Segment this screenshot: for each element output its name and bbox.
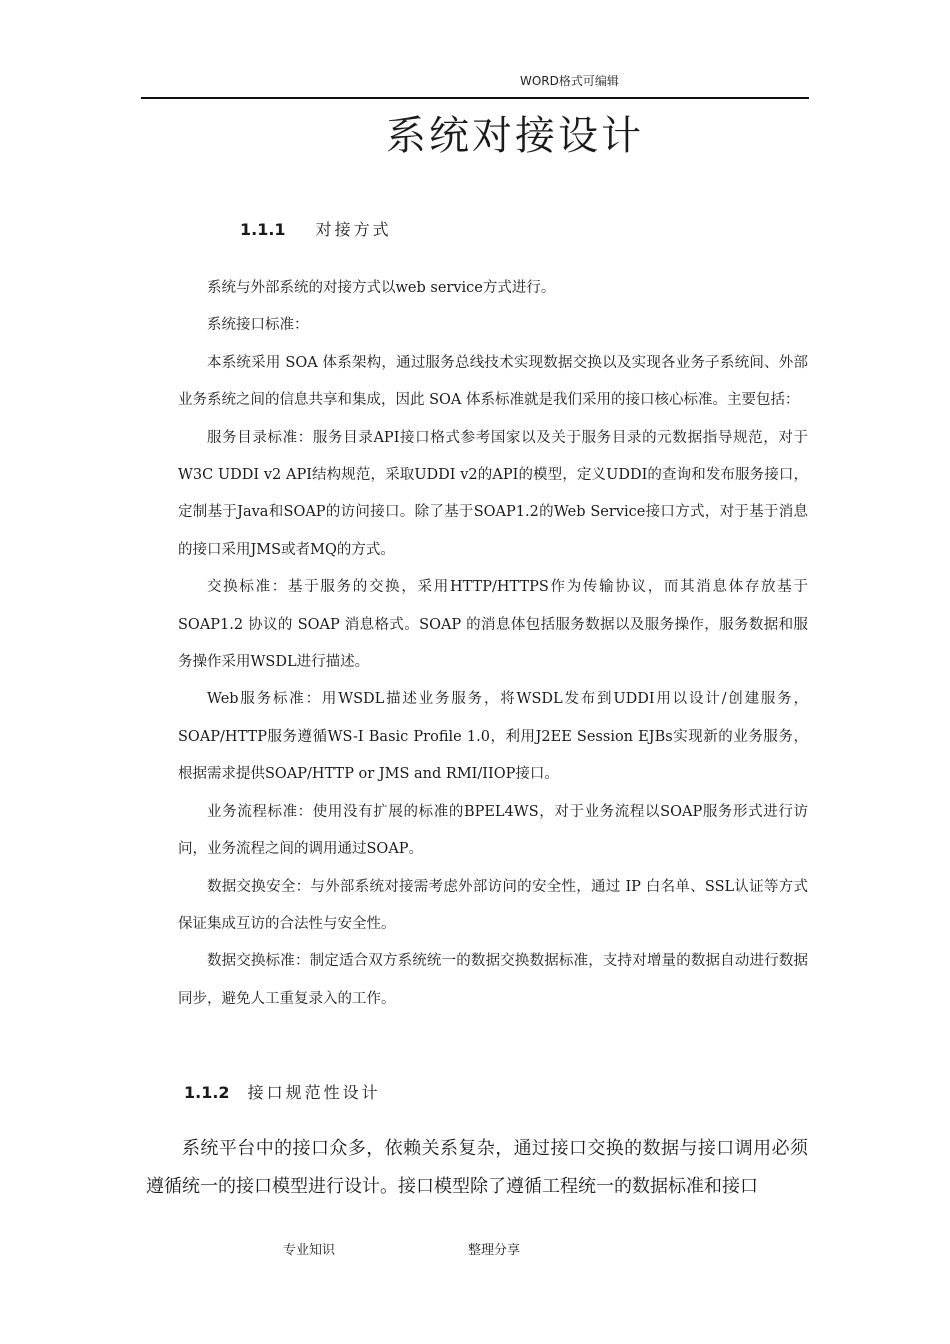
section-number: 1.1.2 — [184, 1083, 230, 1102]
section-title: 接口规范性设计 — [247, 1083, 381, 1102]
document-title: 系统对接设计 — [386, 113, 644, 159]
section-1-body — [178, 270, 808, 1018]
section-2-paragraph: 系统平台中的接口众多，依赖关系复杂，通过接口交换的数据与接口调用必须遵循统一的接口模型进行设计。接口模型除了遵循工程统一的数据标准和接口 — [146, 1138, 808, 1197]
paragraph: 数据交换安全：与外部系统对接需考虑外部访问的安全性，通过 IP 白名单、SSL认证等方式保证集成互访的合法性与安全性。 — [178, 878, 808, 932]
section-title: 对接方式 — [315, 220, 392, 239]
paragraph: 交换标准：基于服务的交换，采用HTTP/HTTPS作为传输协议，而其消息体存放基于 SOAP1.2 协议的 SOAP 消息格式。SOAP 的消息体包括服务数据以及服务操作，服务数据和服务操作采用WSDL进行描述。 — [178, 579, 808, 671]
header-label: WORD格式可编辑 — [520, 74, 619, 88]
footer-left-label: 专业知识 — [283, 1243, 336, 1258]
paragraph: 数据交换标准：制定适合双方系统统一的数据交换数据标准，支持对增量的数据自动进行数据同步，避免人工重复录入的工作。 — [178, 953, 808, 1007]
paragraph: 服务目录标准：服务目录API接口格式参考国家以及关于服务目录的元数据指导规范，对于W3C UDDI v2 API结构规范，采取UDDI v2的API的模型，定义UDDI的查询和发布服务接口，定制基于Java和SOAP的访问接口。除了基于SOAP1.2的Web Service接口方式，对于基于消息的接口采用JMS或者MQ的方式。 — [178, 429, 808, 558]
section-heading-1-1-1 — [240, 217, 392, 240]
section-heading-1-1-2 — [184, 1080, 381, 1103]
paragraph: 业务流程标准：使用没有扩展的标准的BPEL4WS，对于业务流程以SOAP服务形式进行访问，业务流程之间的调用通过SOAP。 — [178, 803, 808, 858]
paragraph: 系统接口标准： — [207, 317, 309, 334]
footer-right-label: 整理分享 — [468, 1243, 521, 1258]
header-divider — [141, 97, 809, 99]
section-number: 1.1.1 — [240, 220, 286, 239]
paragraph: 系统与外部系统的对接方式以web service方式进行。 — [207, 280, 556, 296]
paragraph: Web服务标准：用WSDL描述业务服务，将WSDL发布到UDDI用以设计/创建服务，SOAP/HTTP服务遵循WS-I Basic Profile 1.0，利用J2EE Session EJBs实现新的业务服务，根据需求提供SOAP/HTTP or JMS and RMI/IIOP接口。 — [178, 691, 808, 783]
paragraph: 本系统采用 SOA 体系架构，通过服务总线技术实现数据交换以及实现各业务子系统间、外部业务系统之间的信息共享和集成，因此 SOA 体系标准就是我们采用的接口核心标准。主要包括： — [178, 354, 808, 409]
